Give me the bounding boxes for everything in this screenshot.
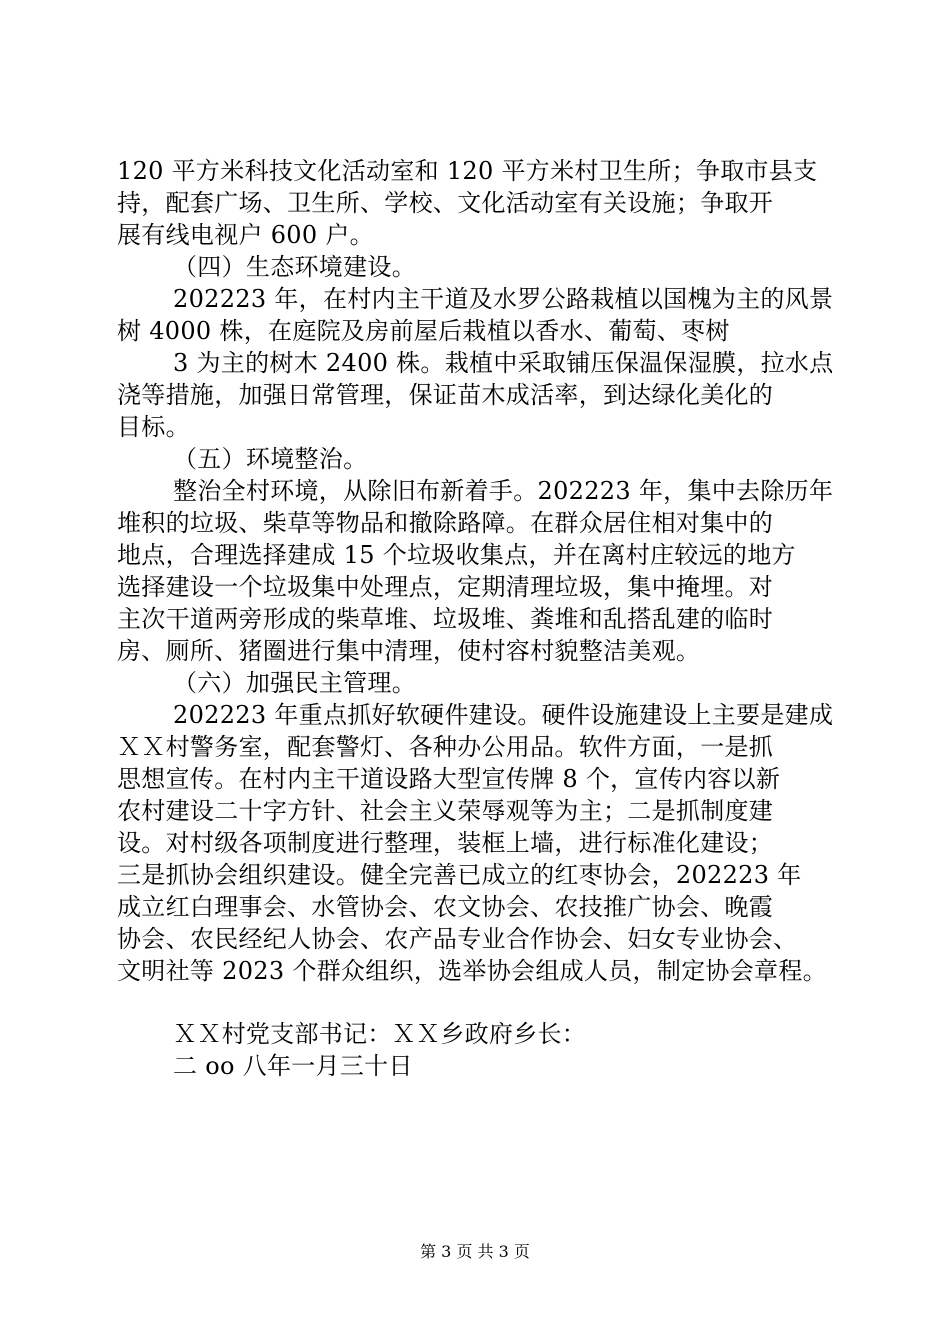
paragraph-line: 堆积的垃圾、柴草等物品和撤除路障。在群众居住相对集中的 (117, 509, 774, 537)
paragraph-line: 地点，合理选择建成 15 个垃圾收集点，并在离村庄较远的地方 (117, 541, 796, 569)
paragraph-line: 浇等措施，加强日常管理，保证苗木成活率，到达绿化美化的 (117, 381, 774, 409)
section-heading: （四）生态环境建设。 (173, 253, 416, 281)
paragraph-line: 协会、农民经纪人协会、农产品专业合作协会、妇女专业协会、 (117, 925, 798, 953)
paragraph-line: 目标。 (117, 413, 190, 441)
paragraph-line: ＸＸ村警务室，配套警灯、各种办公用品。软件方面，一是抓 (117, 733, 774, 761)
paragraph-line: 树 4000 株，在庭院及房前屋后栽植以香水、葡萄、枣树 (117, 317, 730, 345)
paragraph-line: 农村建设二十字方针、社会主义荣辱观等为主；二是抓制度建 (117, 797, 774, 825)
paragraph-line: 选择建设一个垃圾集中处理点，定期清理垃圾，集中掩埋。对 (117, 573, 774, 601)
section-heading: （六）加强民主管理。 (173, 669, 416, 697)
section-heading: （五）环境整治。 (173, 445, 368, 473)
paragraph-line: 持，配套广场、卫生所、学校、文化活动室有关设施；争取开 (117, 189, 774, 217)
document-date: 二 oo 八年一月三十日 (173, 1052, 413, 1080)
paragraph-line: 设。对村级各项制度进行整理，装框上墙，进行标准化建设； (117, 829, 774, 857)
paragraph-line: 思想宣传。在村内主干道设路大型宣传牌 8 个，宣传内容以新 (117, 765, 781, 793)
paragraph-line: 主次干道两旁形成的柴草堆、垃圾堆、粪堆和乱搭乱建的临时 (117, 605, 774, 633)
paragraph-line: 文明社等 2023 个群众组织，选举协会组成人员，制定协会章程。 (117, 957, 827, 985)
paragraph-line: 120 平方米科技文化活动室和 120 平方米村卫生所；争取市县支 (117, 157, 818, 185)
paragraph-line: 3 为主的树木 2400 株。栽植中采取铺压保温保湿膜，拉水点 (173, 349, 834, 377)
signature-line: ＸＸ村党支部书记：ＸＸ乡政府乡长： (173, 1020, 587, 1048)
page-footer: 第 3 页 共 3 页 (420, 1242, 530, 1261)
paragraph-line: 成立红白理事会、水管协会、农文协会、农技推广协会、晚霞 (117, 893, 774, 921)
paragraph-line: 房、厕所、猪圈进行集中清理，使村容村貌整洁美观。 (117, 637, 701, 665)
paragraph-line: 202223 年，在村内主干道及水罗公路栽植以国槐为主的风景 (173, 285, 834, 313)
paragraph-line: 三是抓协会组织建设。健全完善已成立的红枣协会，202223 年 (117, 861, 802, 889)
paragraph-line: 整治全村环境，从除旧布新着手。202223 年，集中去除历年 (173, 477, 834, 505)
paragraph-line: 展有线电视户 600 户。 (117, 221, 374, 249)
paragraph-line: 202223 年重点抓好软硬件建设。硬件设施建设上主要是建成 (173, 701, 834, 729)
